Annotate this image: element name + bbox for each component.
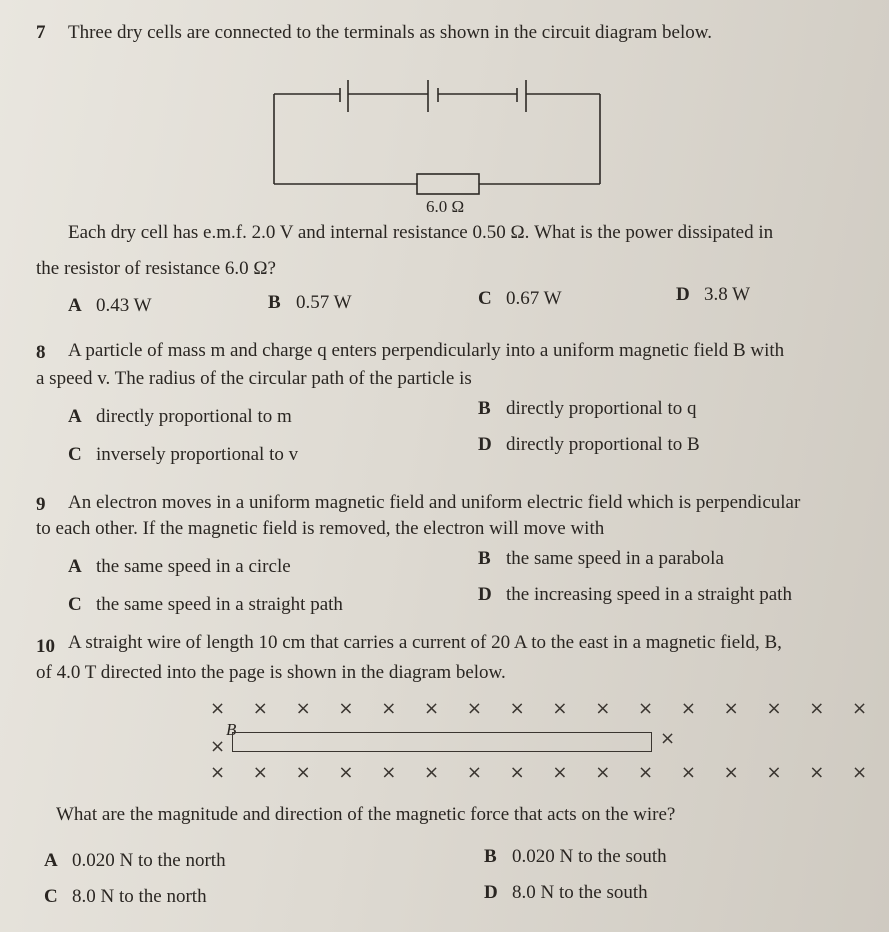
option-letter: C	[68, 594, 82, 615]
question-10-option-c[interactable]	[44, 886, 207, 908]
field-crosses-top-row: × × × × × × × × × × × × × × × ×	[210, 698, 879, 719]
option-text: directly proportional to B	[506, 434, 700, 455]
option-text: 0.020 N to the north	[72, 850, 226, 871]
option-letter: C	[44, 886, 58, 907]
question-7-body-line-1: Each dry cell has e.m.f. 2.0 V and internal resistance 0.50 Ω. What is the power dissipated in	[68, 222, 774, 243]
option-letter: D	[478, 584, 492, 605]
field-cross-right: ×	[660, 728, 676, 749]
option-letter: D	[484, 882, 498, 903]
option-text: 0.57 W	[296, 292, 352, 313]
straight-wire	[232, 732, 652, 752]
option-text: 0.43 W	[96, 295, 152, 316]
resistor-label: 6.0 Ω	[426, 197, 465, 216]
option-text: 0.020 N to the south	[512, 846, 667, 867]
option-text: 0.67 W	[506, 288, 562, 309]
question-8-line-1: A particle of mass m and charge q enters perpendicularly into a uniform magnetic field B with	[68, 340, 785, 361]
option-text: the increasing speed in a straight path	[506, 584, 792, 605]
question-9-option-b[interactable]	[478, 548, 724, 570]
option-letter: D	[478, 434, 492, 455]
question-9-line-2: to each other. If the magnetic field is removed, the electron will move with	[36, 518, 605, 539]
option-letter: C	[68, 444, 82, 465]
question-10-option-a[interactable]	[44, 850, 226, 872]
option-letter: C	[478, 288, 492, 309]
question-9-line-1: An electron moves in a uniform magnetic field and uniform electric field which is perpendicular	[68, 492, 801, 513]
option-text: inversely proportional to v	[96, 444, 299, 465]
option-letter: A	[68, 406, 82, 427]
question-7-body-line-2: the resistor of resistance 6.0 Ω?	[36, 258, 276, 279]
question-9-option-c[interactable]	[68, 594, 343, 616]
option-letter: B	[268, 292, 281, 313]
field-label-b: B	[226, 720, 237, 739]
question-9-number: 9	[36, 494, 46, 515]
option-text: 8.0 N to the south	[512, 882, 648, 903]
option-text: the same speed in a parabola	[506, 548, 724, 569]
question-7-option-d[interactable]	[676, 284, 750, 306]
question-9-option-d[interactable]	[478, 584, 792, 606]
question-8-option-d[interactable]	[478, 434, 700, 456]
option-letter: A	[68, 556, 82, 577]
question-10-number: 10	[36, 636, 55, 657]
option-letter: B	[478, 398, 491, 419]
question-7-number: 7	[36, 22, 46, 43]
option-text: 8.0 N to the north	[72, 886, 207, 907]
question-8-number: 8	[36, 342, 46, 363]
option-letter: A	[68, 295, 82, 316]
question-10-line-2: of 4.0 T directed into the page is shown in the diagram below.	[36, 662, 506, 683]
question-10-option-d[interactable]	[484, 882, 648, 904]
question-8-line-2: a speed v. The radius of the circular path of the particle is	[36, 368, 472, 389]
option-text: the same speed in a circle	[96, 556, 291, 577]
question-10-prompt: What are the magnitude and direction of the magnetic force that acts on the wire?	[56, 804, 676, 825]
question-9-option-a[interactable]	[68, 556, 291, 578]
option-text: directly proportional to q	[506, 398, 697, 419]
option-letter: B	[484, 846, 497, 867]
question-7-stem: Three dry cells are connected to the terminals as shown in the circuit diagram below.	[68, 22, 713, 43]
question-7-option-a[interactable]	[68, 295, 152, 317]
field-crosses-bottom-row: × × × × × × × × × × × × × × × ×	[210, 762, 879, 783]
question-8-option-a[interactable]	[68, 406, 292, 428]
question-7-option-c[interactable]	[478, 288, 562, 310]
question-8-option-c[interactable]	[68, 444, 298, 466]
option-text: directly proportional to m	[96, 406, 292, 427]
option-letter: D	[676, 284, 690, 305]
question-10-option-b[interactable]	[484, 846, 667, 868]
question-10-line-1: A straight wire of length 10 cm that carries a current of 20 A to the east in a magnetic field, B,	[68, 632, 782, 653]
question-8-option-b[interactable]	[478, 398, 696, 420]
option-text: the same speed in a straight path	[96, 594, 343, 615]
option-letter: B	[478, 548, 491, 569]
option-letter: A	[44, 850, 58, 871]
question-7-option-b[interactable]	[268, 292, 352, 314]
field-cross-left: ×	[210, 736, 226, 757]
option-text: 3.8 W	[704, 284, 751, 305]
